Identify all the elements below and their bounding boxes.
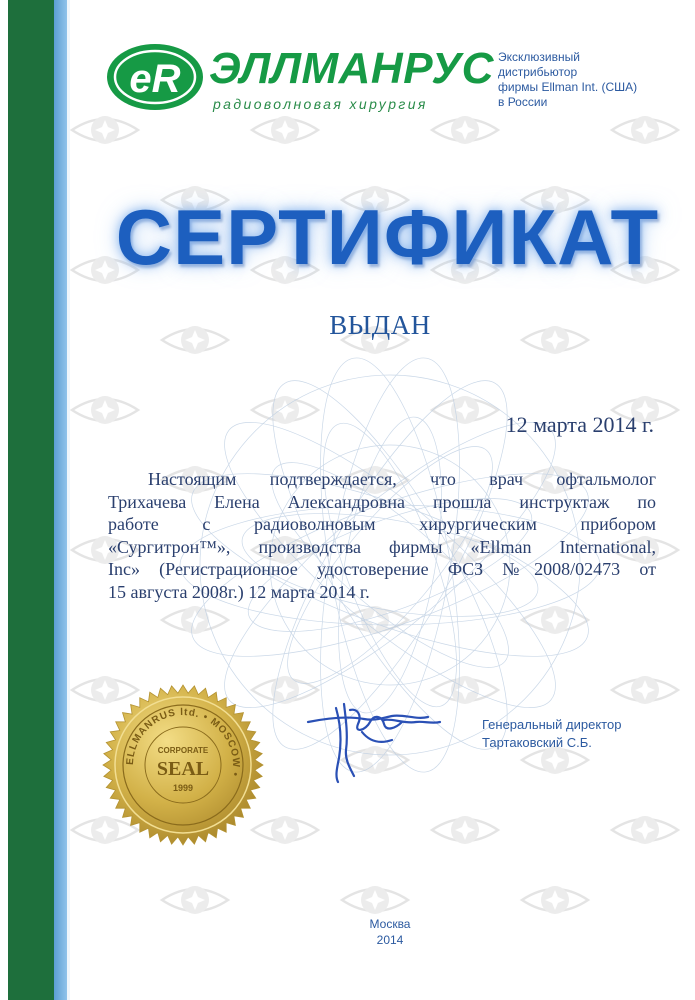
distributor-line: Эксклюзивный — [498, 50, 580, 64]
certificate-body — [108, 468, 656, 604]
body-line: Трихачева Елена Александровна прошла инструктаж по — [108, 491, 656, 512]
distributor-line: дистрибьютор — [498, 65, 578, 79]
body-line: 15 августа 2008г.) 12 марта 2014 г. — [108, 581, 370, 602]
body-line: «Сургитрон™», производства фирмы «Ellman International, — [108, 536, 656, 557]
company-logo — [105, 42, 494, 114]
signatory-name: Тартаковский С.Б. — [482, 735, 592, 750]
signature — [300, 690, 460, 790]
logo-mark-text: eR — [129, 57, 181, 101]
gold-corporate-seal — [98, 680, 268, 850]
logo-name: ЭЛЛМАНРУС — [209, 44, 494, 93]
body-line: работе с радиоволновым хирургическим прибором — [108, 514, 656, 535]
green-side-band — [8, 0, 54, 1000]
footer-year: 2014 — [376, 933, 404, 947]
seal-ring-text: ELLMANRUS ltd. • MOSCOW • — [124, 706, 242, 778]
certificate-title: СЕРТИФИКАТ — [115, 193, 660, 281]
body-line: Настоящим подтверждается, что врач офтальмолог — [148, 469, 656, 489]
signatory-position: Генеральный директор — [482, 717, 622, 732]
distributor-note — [498, 50, 688, 110]
er-logo-icon — [105, 42, 205, 112]
body-line: Inc» (Регистрационное удостоверение ФСЗ №2008/02473 от — [108, 559, 656, 580]
distributor-line: в России — [498, 95, 548, 109]
issue-date: 12 марта 2014 г. — [505, 412, 654, 437]
issued-label: ВЫДАН — [329, 310, 431, 340]
logo-tagline: радиоволновая хирургия — [213, 96, 428, 112]
seal-top-text: CORPORATE — [157, 746, 209, 755]
distributor-line: фирмы Ellman Int. (США) — [498, 80, 638, 94]
seal-year-text: 1999 — [172, 783, 194, 793]
seal-center-text: SEAL — [156, 758, 210, 780]
footer-city: Москва — [369, 917, 411, 931]
